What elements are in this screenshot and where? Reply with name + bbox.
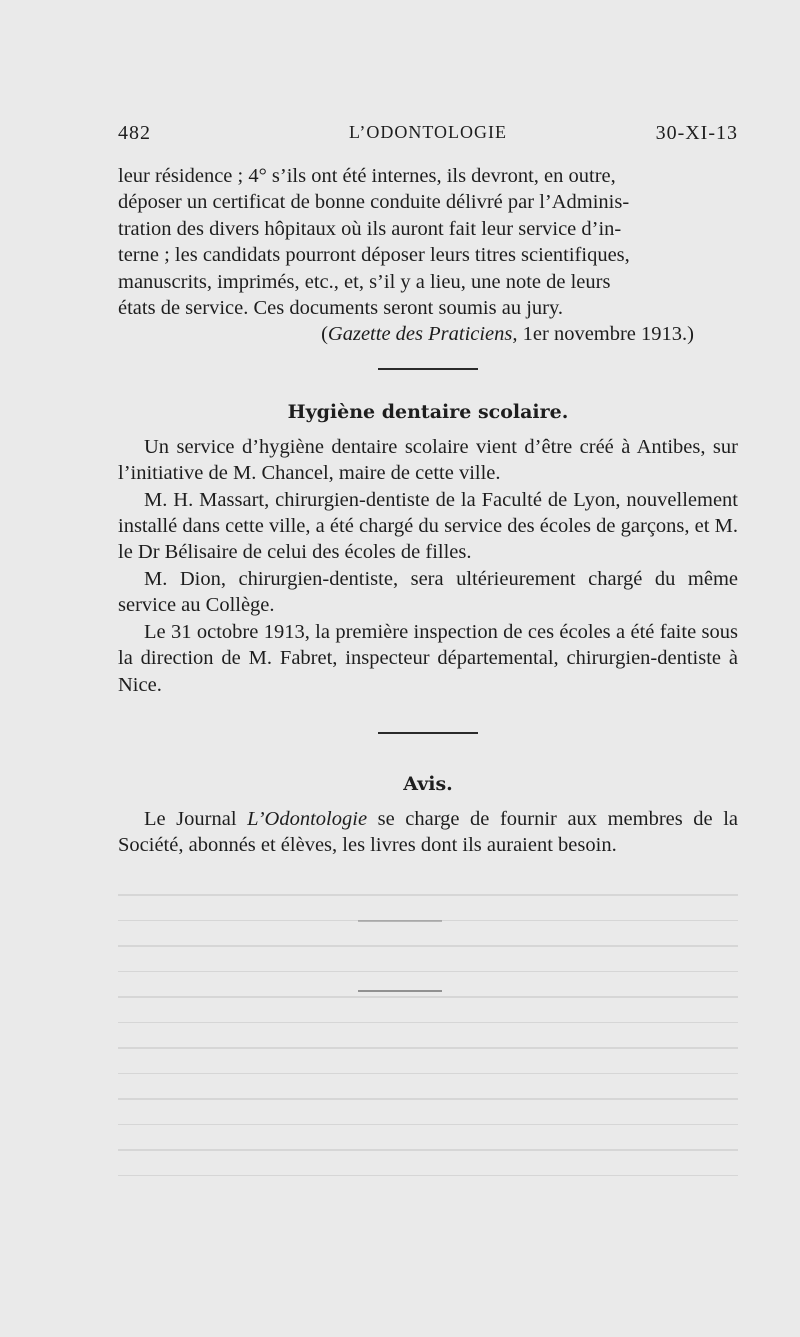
text-line: terne ; les candidats pourront déposer leurs titres scientifiques, bbox=[118, 244, 630, 267]
source-citation: (Gazette des Praticiens, 1er novembre 1913.) bbox=[321, 323, 694, 346]
avis-text-start: Le Journal bbox=[144, 807, 248, 830]
page-number: 482 bbox=[118, 122, 151, 144]
section-divider bbox=[378, 368, 478, 370]
page-body bbox=[118, 163, 738, 859]
text-line: leur résidence ; 4° s’ils ont été internes, ils devront, en outre, bbox=[118, 165, 616, 187]
paragraph-avis bbox=[118, 806, 738, 859]
issue-date: 30-XI-13 bbox=[655, 122, 738, 144]
bleed-through-text bbox=[118, 870, 738, 1250]
journal-title: L’ODONTOLOGIE bbox=[349, 122, 507, 142]
bleed-through-divider bbox=[358, 920, 442, 922]
continued-paragraph bbox=[118, 163, 738, 348]
avis-text-end: se charge de fournir aux membres de la Société, abonnés et élèves, les livres dont ils auraient besoin. bbox=[118, 807, 738, 857]
paragraph: M. Dion, chirurgien-dentiste, sera ultérieurement chargé du même service au Collège. bbox=[118, 567, 738, 617]
text-line: déposer un certificat de bonne conduite délivré par l’Adminis- bbox=[118, 191, 630, 214]
text-line: tration des divers hôpitaux où ils auront fait leur service d’in- bbox=[118, 217, 622, 240]
section-heading-hygiene: Hygiène dentaire scolaire. bbox=[287, 400, 569, 423]
text-line: manuscrits, imprimés, etc., et, s’il y a lieu, une note de leurs bbox=[118, 270, 611, 293]
section-divider bbox=[378, 732, 478, 734]
journal-name: L’Odontologie bbox=[247, 807, 368, 830]
paragraph: Le 31 octobre 1913, la première inspection de ces écoles a été faite sous la direction de M. Fabret, inspecteur départemental, chirurgien-dentiste à Nice. bbox=[118, 620, 738, 696]
text-line: états de service. Ces documents seront soumis au jury. bbox=[118, 297, 564, 320]
running-header bbox=[118, 122, 738, 152]
source-date: 1er novembre 1913. bbox=[522, 323, 688, 346]
bleed-through-divider bbox=[358, 990, 442, 992]
source-title: Gazette des Praticiens, bbox=[327, 323, 518, 346]
paragraph: Un service d’hygiène dentaire scolaire vient d’être créé à Antibes, sur l’initiative de M. Chancel, maire de cette ville. bbox=[118, 435, 738, 485]
paragraph: M. H. Massart, chirurgien-dentiste de la Faculté de Lyon, nouvellement installé dans cette ville, a été chargé du service des écoles de garçons, et M. le Dr Bélisaire de celui des écoles de filles. bbox=[118, 488, 738, 564]
section-heading-avis: Avis. bbox=[403, 772, 453, 795]
